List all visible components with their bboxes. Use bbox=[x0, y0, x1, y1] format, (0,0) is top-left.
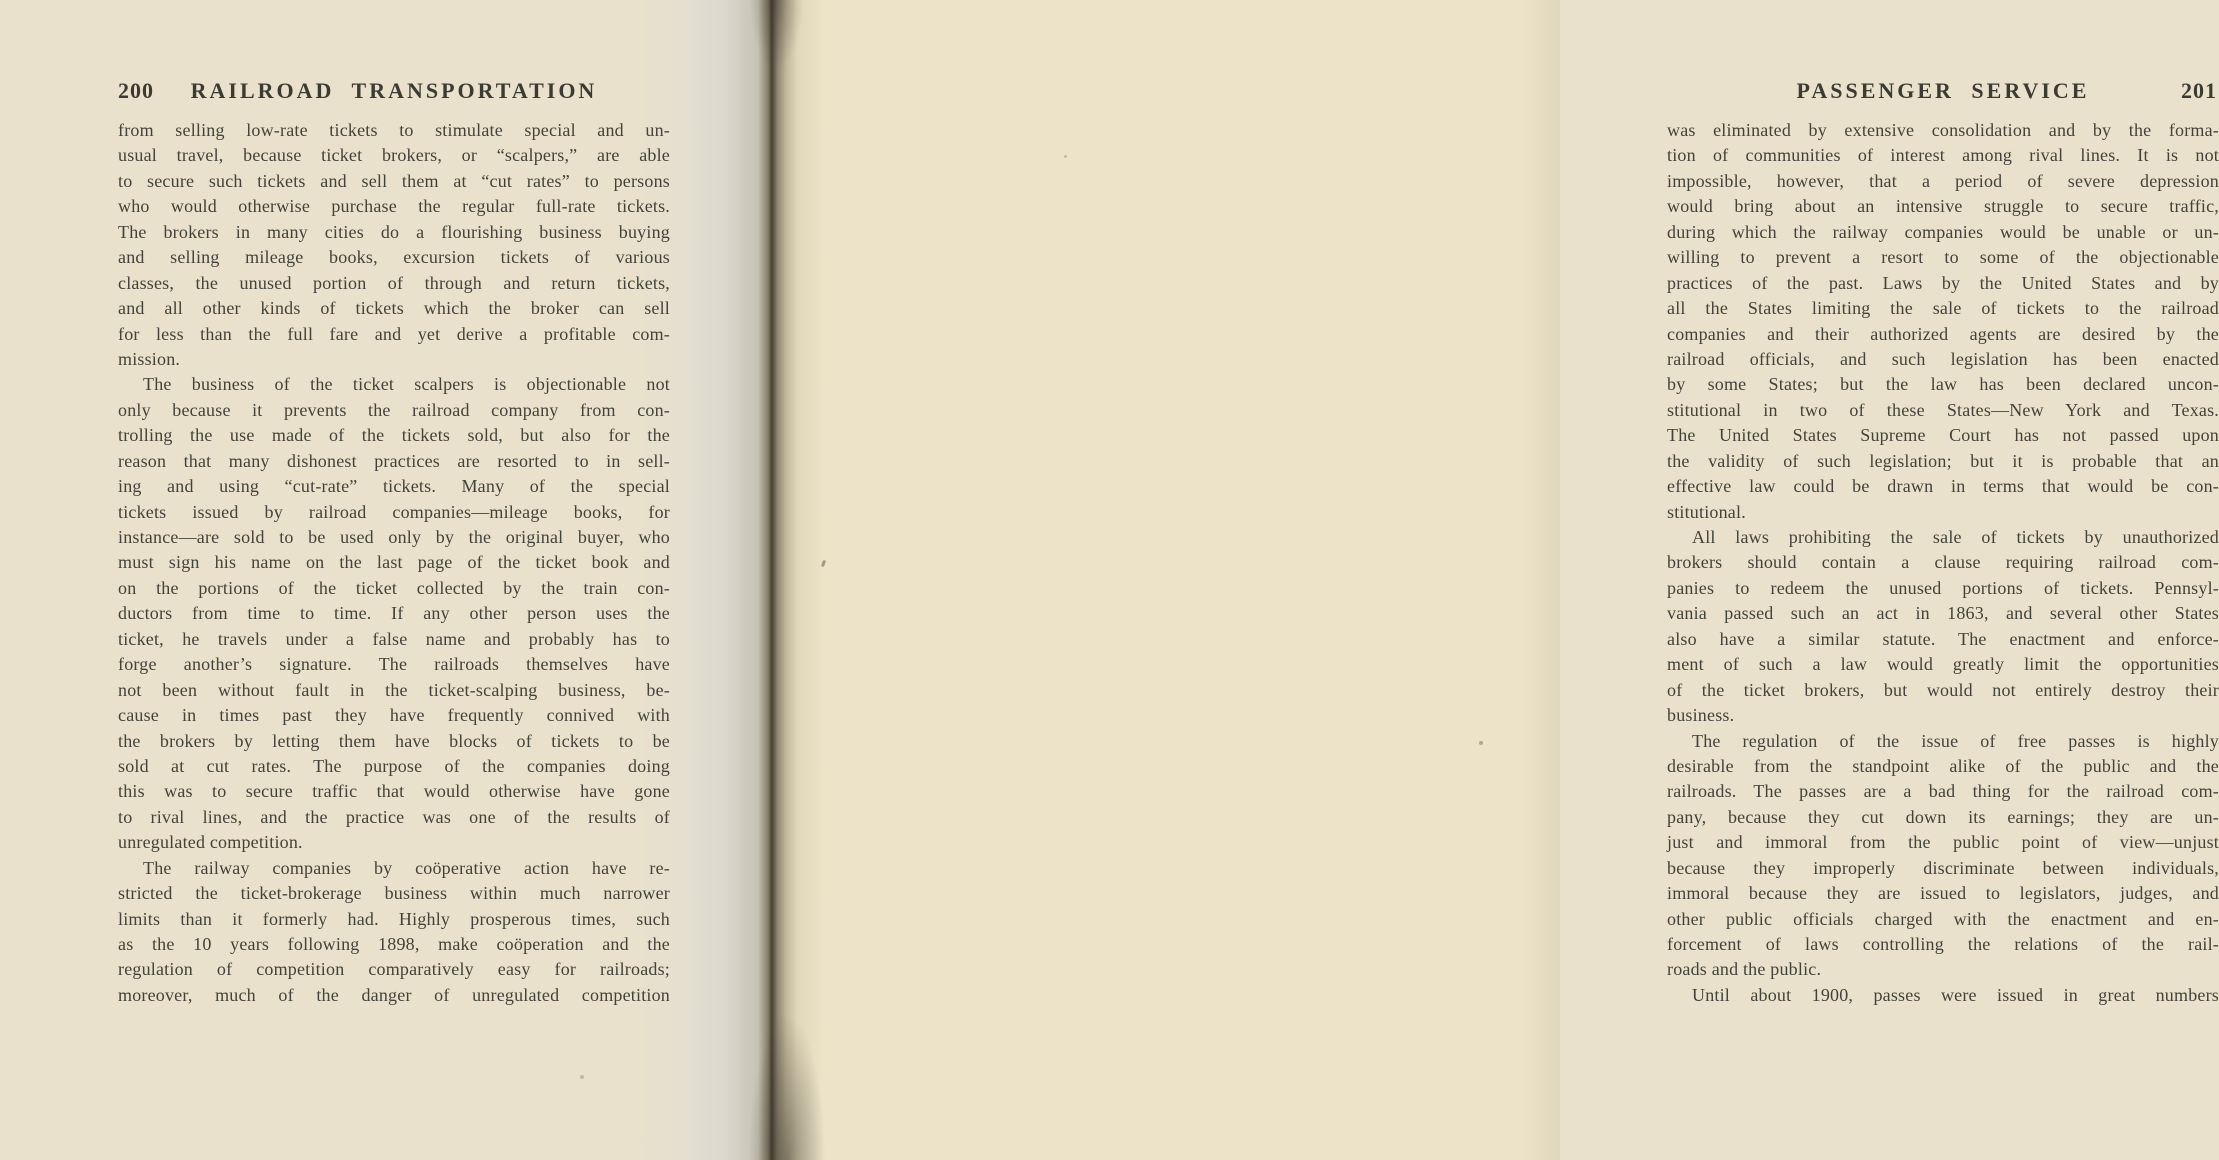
right-page-number: 201 bbox=[2181, 78, 2217, 103]
text-line: usual travel, because ticket brokers, or “scalpers,” are able bbox=[118, 145, 670, 166]
text-line: of the ticket brokers, but would not entirely destroy their bbox=[1667, 679, 2219, 700]
text-line: just and immoral from the public point of view—unjust bbox=[1667, 832, 2219, 853]
text-line: companies and their authorized agents are desired by the bbox=[1667, 323, 2219, 344]
text-line: stitutional in two of these States—New York and Texas. bbox=[1667, 399, 2219, 420]
text-line: stricted the ticket-brokerage business within much narrower bbox=[118, 883, 670, 904]
text-line: immoral because they are issued to legislators, judges, and bbox=[1667, 883, 2219, 904]
text-line: other public officials charged with the enactment and en- bbox=[1667, 908, 2219, 929]
left-page-body bbox=[118, 118, 670, 1008]
text-line: The business of the ticket scalpers is objectionable not bbox=[143, 374, 670, 395]
text-line: desirable from the standpoint alike of the public and the bbox=[1667, 755, 2219, 776]
text-line: all the States limiting the sale of tickets to the railroad bbox=[1667, 298, 2219, 319]
text-line: classes, the unused portion of through and return tickets, bbox=[118, 272, 670, 293]
text-line: not been without fault in the ticket-scalping business, be- bbox=[118, 679, 670, 700]
text-line: trolling the use made of the tickets sold, but also for the bbox=[118, 425, 670, 446]
text-line: pany, because they cut down its earnings; they are un- bbox=[1667, 806, 2219, 827]
text-line: the brokers by letting them have blocks of tickets to be bbox=[118, 730, 670, 751]
text-line: The regulation of the issue of free passes is highly bbox=[1692, 730, 2219, 751]
text-line: forge another’s signature. The railroads themselves have bbox=[118, 654, 670, 675]
text-line: All laws prohibiting the sale of tickets by unauthorized bbox=[1692, 527, 2219, 547]
text-line: on the portions of the ticket collected by the train con- bbox=[118, 577, 670, 598]
text-line: ment of such a law would greatly limit the opportunities bbox=[1667, 654, 2219, 675]
right-header-title: PASSENGER SERVICE bbox=[1796, 78, 2090, 103]
left-running-head bbox=[118, 78, 670, 108]
text-line: this was to secure traffic that would otherwise have gone bbox=[118, 781, 670, 802]
right-running-head bbox=[1667, 78, 2219, 108]
text-line: railroad officials, and such legislation has been enacted bbox=[1667, 348, 2219, 369]
text-line: mission. bbox=[118, 348, 181, 369]
text-line: limits than it formerly had. Highly prosperous times, such bbox=[118, 908, 670, 929]
text-line: tickets issued by railroad companies—mileage books, for bbox=[118, 501, 670, 522]
left-header-title: RAILROAD TRANSPORTATION bbox=[190, 78, 598, 103]
text-line: Until about 1900, passes were issued in great numbers bbox=[1692, 984, 2219, 1005]
text-line: tion of communities of interest among rival lines. It is not bbox=[1667, 145, 2219, 166]
text-line: to secure such tickets and sell them at “cut rates” to persons bbox=[118, 170, 670, 191]
left-page-number: 200 bbox=[118, 78, 154, 103]
text-line: forcement of laws controlling the relations of the rail- bbox=[1667, 934, 2219, 954]
text-line: ticket, he travels under a false name and probably has to bbox=[118, 628, 670, 649]
text-line: railroads. The passes are a bad thing for the railroad com- bbox=[1667, 781, 2219, 802]
text-line: effective law could be drawn in terms that would be con- bbox=[1667, 476, 2219, 497]
text-line: sold at cut rates. The purpose of the companies doing bbox=[118, 755, 670, 776]
text-line: was eliminated by extensive consolidation and by the forma- bbox=[1667, 120, 2219, 140]
text-line: regulation of competition comparatively easy for railroads; bbox=[118, 959, 670, 980]
text-line: reason that many dishonest practices are resorted to in sell- bbox=[118, 450, 670, 471]
text-line: also have a similar statute. The enactment and enforce- bbox=[1667, 628, 2219, 649]
text-line: only because it prevents the railroad company from con- bbox=[118, 399, 670, 420]
text-line: business. bbox=[1667, 705, 1735, 726]
text-line: ductors from time to time. If any other person uses the bbox=[118, 603, 670, 624]
text-line: from selling low-rate tickets to stimulate special and un- bbox=[118, 120, 670, 140]
text-line: The United States Supreme Court has not passed upon bbox=[1667, 425, 2219, 446]
text-line: practices of the past. Laws by the United States and by bbox=[1667, 272, 2219, 293]
text-line: willing to prevent a resort to some of the objectionable bbox=[1667, 247, 2219, 268]
text-line: and all other kinds of tickets which the broker can sell bbox=[118, 298, 670, 319]
text-line: who would otherwise purchase the regular full-rate tickets. bbox=[118, 196, 670, 217]
text-line: The railway companies by coöperative action have re- bbox=[143, 857, 670, 878]
text-line: during which the railway companies would be unable or un- bbox=[1667, 221, 2219, 242]
text-line: the validity of such legislation; but it is probable that an bbox=[1667, 450, 2219, 471]
text-line: must sign his name on the last page of the ticket book and bbox=[118, 552, 670, 573]
text-line: moreover, much of the danger of unregulated competition bbox=[118, 984, 670, 1005]
text-line: vania passed such an act in 1863, and several other States bbox=[1667, 603, 2219, 624]
text-line: cause in times past they have frequently connived with bbox=[118, 705, 670, 726]
text-line: for less than the full fare and yet derive a profitable com- bbox=[118, 323, 670, 344]
text-line: to rival lines, and the practice was one of the results of bbox=[118, 806, 670, 827]
text-line: instance—are sold to be used only by the original buyer, who bbox=[118, 527, 670, 547]
text-line: stitutional. bbox=[1667, 501, 1746, 522]
right-page-body bbox=[1667, 118, 2219, 1008]
text-line: brokers should contain a clause requiring railroad com- bbox=[1667, 552, 2219, 573]
text-line: because they improperly discriminate between individuals, bbox=[1667, 857, 2219, 878]
text-line: roads and the public. bbox=[1667, 959, 1822, 980]
text-line: ing and using “cut-rate” tickets. Many of the special bbox=[118, 476, 670, 497]
text-line: by some States; but the law has been declared uncon- bbox=[1667, 374, 2219, 395]
right-page bbox=[772, 0, 2219, 1160]
text-line: as the 10 years following 1898, make coöperation and the bbox=[118, 934, 670, 954]
left-page bbox=[0, 0, 772, 1160]
text-line: impossible, however, that a period of severe depression bbox=[1667, 170, 2219, 191]
text-line: unregulated competition. bbox=[118, 832, 303, 853]
text-line: panies to redeem the unused portions of tickets. Pennsyl- bbox=[1667, 577, 2219, 598]
text-line: The brokers in many cities do a flourishing business buying bbox=[118, 221, 670, 242]
text-line: would bring about an intensive struggle to secure traffic, bbox=[1667, 196, 2219, 217]
text-line: and selling mileage books, excursion tickets of various bbox=[118, 247, 670, 268]
